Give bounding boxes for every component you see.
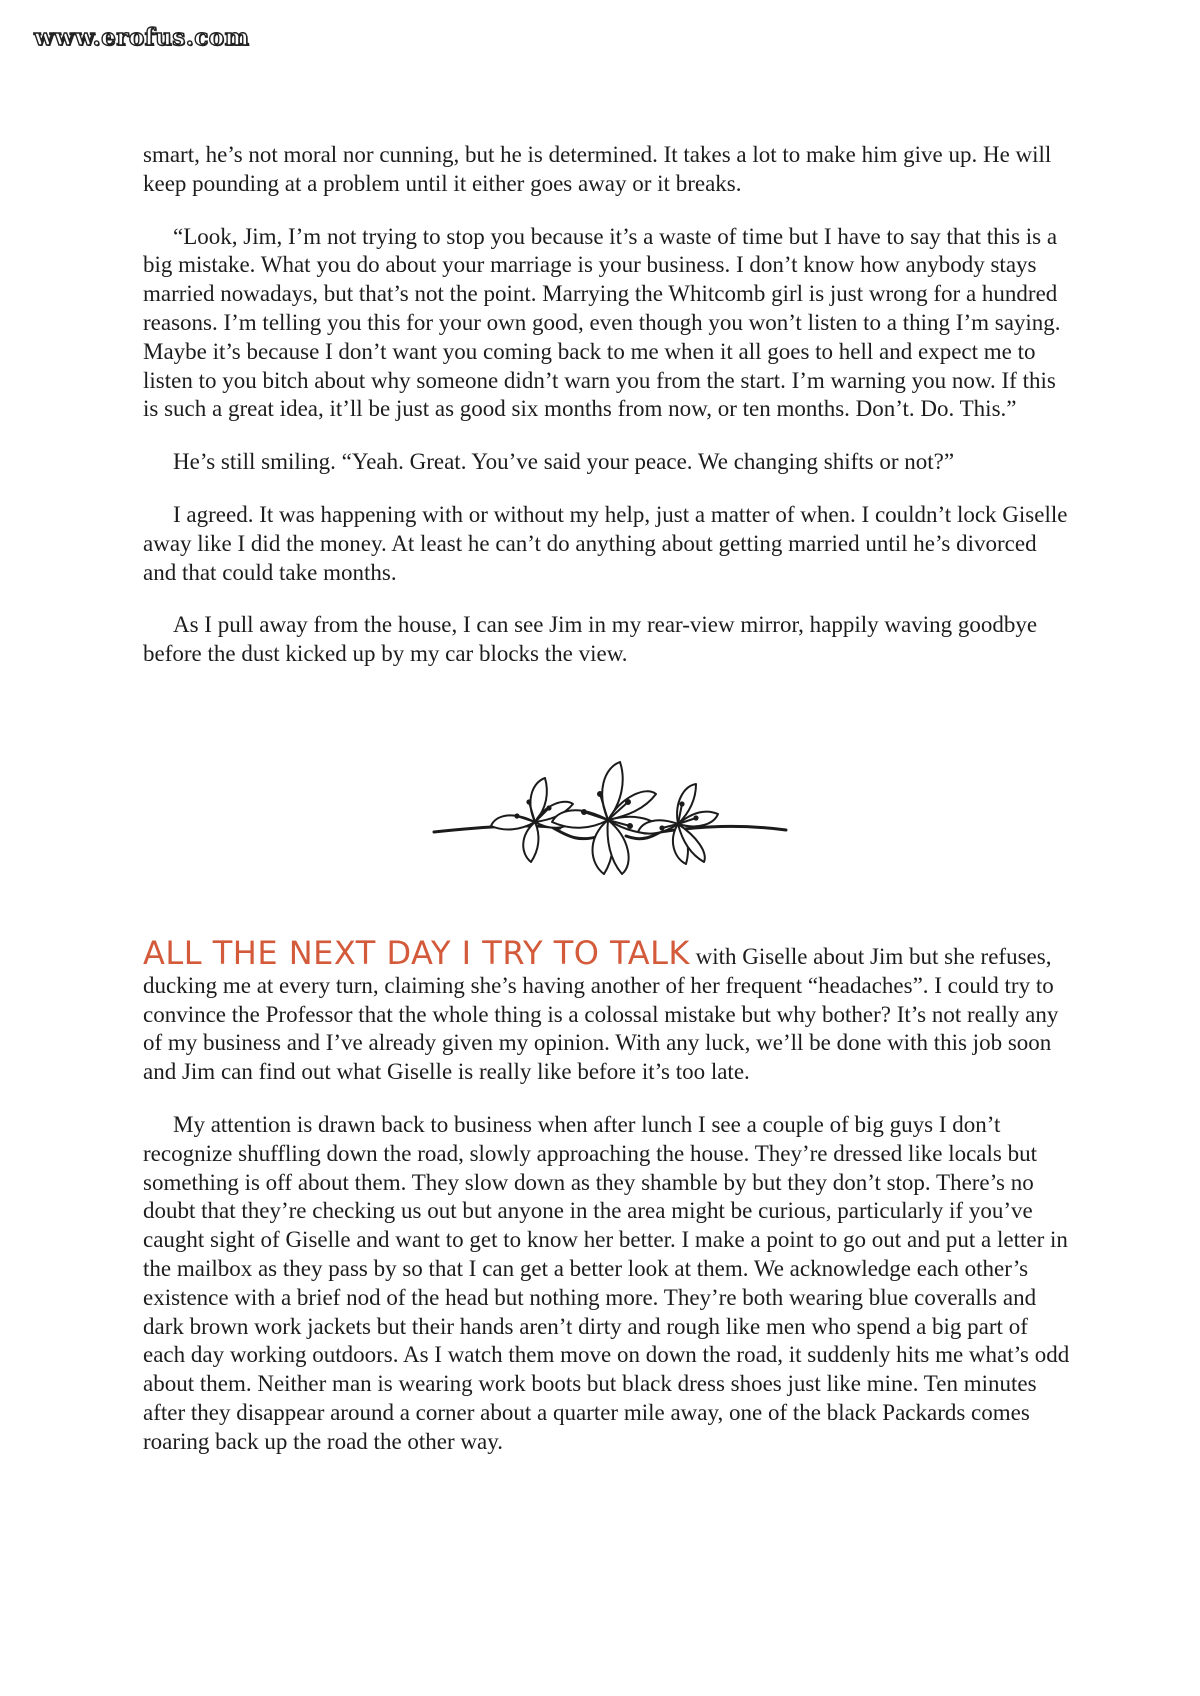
- paragraph: My attention is drawn back to business when after lunch I see a couple of big guys I don’t recognize shuffling down the road, slowly approaching the house. They’re dressed like locals but something is off about them. They slow down as they shamble by but they don’t stop. There’s no doubt that they’re checking us out but anyone in the area might be curious, particularly if you’ve caught sight of Giselle and want to get to know her better. I make a point to go out and put a letter in the mailbox as they pass by so that I can get a better look at them. We acknowledge each other’s existence with a brief nod of the head but nothing more. They’re both wearing blue coveralls and dark brown work jackets but their hands aren’t dirty and rough like men who spend a big part of each day working outdoors. As I watch them move on down the road, it suddenly hits me what’s odd about them. Neither man is wearing work boots but black dress shoes just like mine. Ten minutes after they disappear around a corner about a quarter mile away, one of the black Packards comes roaring back up the road the other way.: [143, 1111, 1070, 1454]
- paragraph: As I pull away from the house, I can see Jim in my rear-view mirror, happily waving goodbye before the dust kicked up by my car blocks the view.: [143, 612, 1038, 667]
- paragraph: “Look, Jim, I’m not trying to stop you because it’s a waste of time but I have to say that this is a big mistake. What you do about your marriage is your business. I don’t know how anybody stays married nowadays, but that’s not the point. Marrying the Whitcomb girl is just wrong for a hundred reasons. I’m telling you this for your own good, even though you won’t listen to a thing I’m saying. Maybe it’s because I don’t want you coming back to me when it all goes to hell and expect me to listen to you bitch about why someone didn’t warn you from the start. I’m warning you now. If this is such a great idea, it’ll be just as good six months from now, or ten months. Don’t. Do. This.”: [143, 223, 1061, 422]
- paragraph: [143, 934, 1073, 1087]
- paragraph: He’s still smiling. “Yeah. Great. You’ve said your peace. We changing shifts or not?”: [173, 449, 955, 475]
- paragraph: I agreed. It was happening with or without my help, just a matter of when. I couldn’t lock Giselle away like I did the money. At least he can’t do anything about getting married until he’s divorced and that could take months.: [143, 501, 1068, 585]
- paragraph: smart, he’s not moral nor cunning, but he is determined. It takes a lot to make him give up. He will keep pounding at a problem until it either goes away or it breaks.: [143, 142, 1052, 196]
- chapter-lead-caps: ALL THE NEXT DAY I TRY TO TALK: [143, 934, 690, 972]
- lead-paragraph-text: with Giselle about Jim but she refuses, ducking me at every turn, claiming she’s having another of her frequent “headaches”. I could try to convince the Professor that the whole thing is a colossal mistake but why bother? It’s not really any of my business and I’ve already given my opinion. With any luck, we’ll be done with this job soon and Jim can find out what Giselle is really like before it’s too late.: [143, 944, 1059, 1085]
- text-section-one: [143, 141, 1073, 693]
- watermark: www.erofus.com: [34, 24, 250, 51]
- lily-flowers-ornament-icon: [430, 760, 790, 930]
- text-section-two: [143, 934, 1073, 1481]
